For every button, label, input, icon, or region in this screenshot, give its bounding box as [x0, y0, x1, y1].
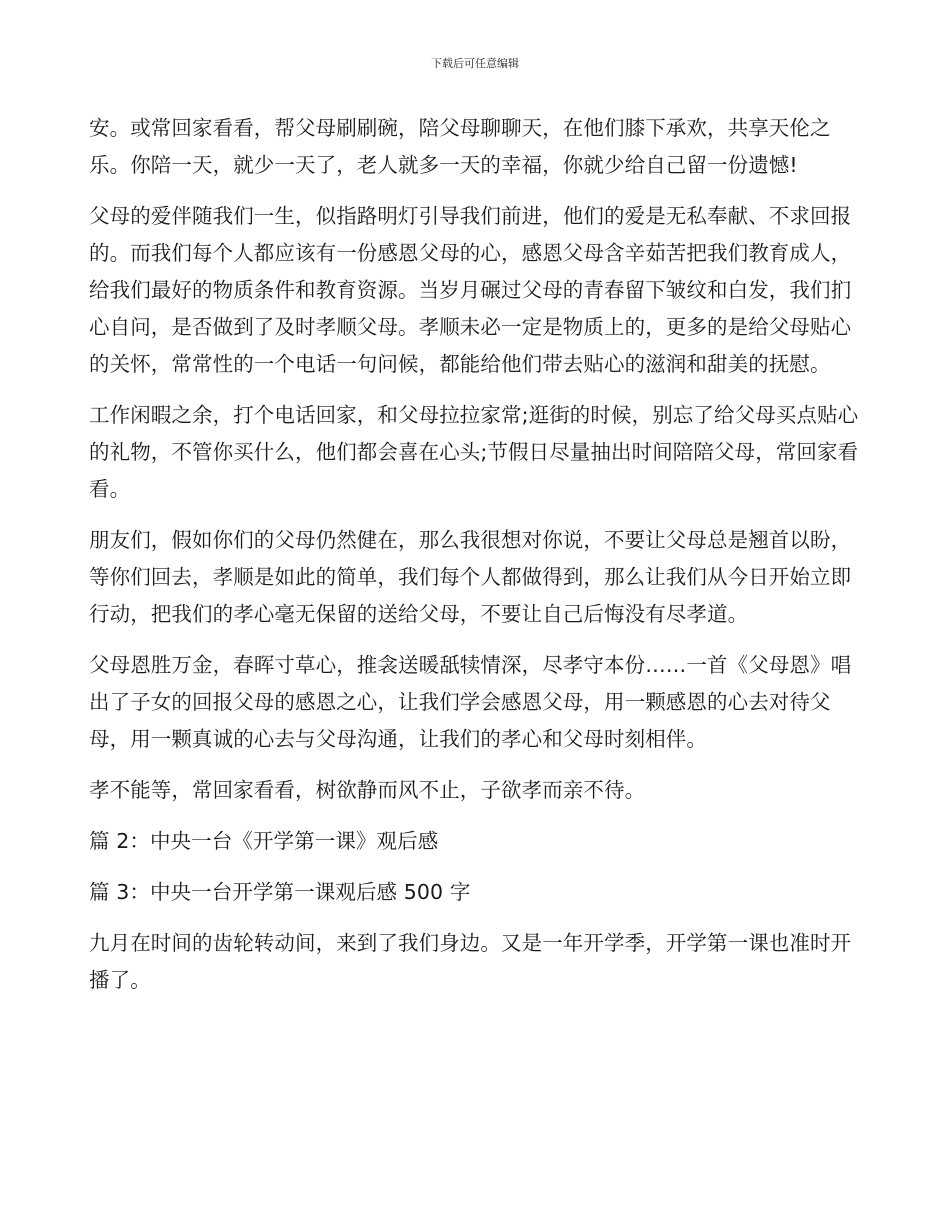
paragraph-2: 父母的爱伴随我们一生，似指路明灯引导我们前进，他们的爱是无私奉献、不求回报的。而我们每个人都应该有一份感恩父母的心，感恩父母含辛茹苦把我们教育成人，给我们最好的物质条件和教育资源。当岁月碾过父母的青春留下皱纹和白发，我们扪心自问，是否做到了及时孝顺父母。孝顺未必一定是物质上的，更多的是给父母贴心的关怀，常常性的一个电话一句问候，都能给他们带去贴心的滋润和甜美的抚慰。	[89, 204, 852, 376]
section-heading-2: 篇 2：中央一台《开学第一课》观后感	[89, 829, 439, 853]
section-heading-3: 篇 3：中央一台开学第一课观后感 500 字	[89, 880, 471, 904]
paragraph-5: 父母恩胜万金，春晖寸草心，推衾送暖舐犊情深，尽孝守本份……一首《父母恩》唱出了子女的回报父母的感恩之心，让我们学会感恩父母，用一颗感恩的心去对待父母，用一颗真诚的心去与父母沟通，让我们的孝心和父母时刻相伴。	[89, 653, 852, 751]
paragraph-3: 工作闲暇之余，打个电话回家，和父母拉拉家常;逛街的时候，别忘了给父母买点贴心的礼物，不管你买什么，他们都会喜在心头;节假日尽量抽出时间陪陪父母，常回家看看。	[89, 403, 859, 501]
paragraph-6: 孝不能等，常回家看看，树欲静而风不止，子欲孝而亲不待。	[89, 778, 646, 802]
paragraph-1: 安。或常回家看看，帮父母刷刷碗，陪父母聊聊天，在他们膝下承欢，共享天伦之乐。你陪一天，就少一天了，老人就多一天的幸福，你就少给自己留一份遗憾!	[89, 116, 831, 177]
page-header-note: 下载后可任意编辑	[431, 57, 519, 70]
paragraph-7: 九月在时间的齿轮转动间，来到了我们身边。又是一年开学季，开学第一课也准时开播了。	[89, 931, 852, 992]
document-body	[89, 110, 865, 1013]
paragraph-4: 朋友们，假如你们的父母仍然健在，那么我很想对你说，不要让父母总是翘首以盼，等你们回去，孝顺是如此的简单，我们每个人都做得到，那么让我们从今日开始立即行动，把我们的孝心毫无保留的送给父母，不要让自己后悔没有尽孝道。	[89, 528, 852, 626]
